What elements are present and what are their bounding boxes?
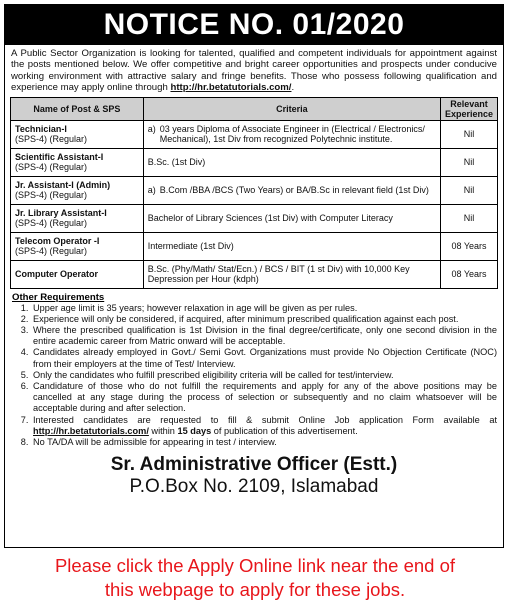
experience-cell: 08 Years — [441, 260, 498, 288]
header-post: Name of Post & SPS — [11, 97, 144, 120]
criteria-prefix: a) — [147, 124, 156, 135]
header-criteria: Criteria — [143, 97, 440, 120]
deadline-days: 15 days — [177, 425, 212, 436]
post-title: Telecom Operator -I — [15, 236, 100, 247]
officer-title: Sr. Administrative Officer (Estt.) — [110, 454, 398, 476]
post-title: Technician-I — [15, 124, 67, 135]
post-title: Jr. Assistant-I (Admin) — [15, 180, 111, 191]
jobs-table — [10, 97, 498, 289]
list-item — [31, 415, 497, 437]
apply-message-line-1: Please click the Apply Online link near the end of — [54, 555, 456, 576]
criteria-prefix: a) — [147, 185, 156, 196]
experience-cell: 08 Years — [441, 232, 498, 260]
criteria-cell — [143, 176, 440, 204]
post-sps: (SPS-4) (Regular) — [15, 134, 88, 145]
list-item: 6. Candidature of those who do not fulfill the requirements and apply for any of the above positions may be cancelled at any stage during the process of selection or subsequently and no claim whatsoever will be acceptable during and after selection. — [31, 381, 497, 415]
notice-advertisement — [4, 4, 504, 548]
application-form-link[interactable]: http://hr.betatutorials.com/ — [33, 425, 149, 436]
experience-cell: Nil — [441, 176, 498, 204]
intro-paragraph — [5, 45, 503, 94]
table-row — [11, 176, 498, 204]
post-cell — [11, 260, 144, 288]
list-item: 8. No TA/DA will be admissible for appearing in test / interview. — [31, 437, 497, 448]
post-sps: (SPS-4) (Regular) — [15, 218, 88, 229]
table-row — [11, 232, 498, 260]
apply-online-message — [0, 554, 510, 602]
intro-text: A Public Sector Organization is looking for talented, qualified and competent individuals for appointment against the posts mentioned below. We offer competitive and bright career opportunities and prospects under conducive working environment with attractive salary and fringe benefits. Those who possess following qualification and experience may apply online through — [11, 48, 497, 94]
list-item: 1. Upper age limit is 35 years; however relaxation in age will be given as per rules. — [31, 303, 497, 314]
apply-message-line-2: this webpage to apply for these jobs. — [104, 579, 406, 600]
post-sps: (SPS-4) (Regular) — [15, 162, 88, 173]
requirements-list — [5, 303, 503, 449]
criteria-cell — [143, 120, 440, 148]
postal-address: P.O.Box No. 2109, Islamabad — [129, 476, 379, 498]
post-sps: (SPS-4) (Regular) — [15, 190, 88, 201]
criteria-cell: B.Sc. (1st Div) — [143, 148, 440, 176]
table-header-row — [11, 97, 498, 120]
criteria-cell: Intermediate (1st Div) — [143, 232, 440, 260]
intro-end: . — [291, 82, 295, 94]
apply-after: of publication of this advertisement. — [211, 425, 358, 436]
table-row — [11, 120, 498, 148]
experience-cell: Nil — [441, 120, 498, 148]
criteria-cell: Bachelor of Library Sciences (1st Div) with Computer Literacy — [143, 204, 440, 232]
list-item: 4. Candidates already employed in Govt./ Semi Govt. Organizations must provide No Objection Certificate (NOC) from their employers at the time of Test/ Interview. — [31, 347, 497, 369]
criteria-cell: B.Sc. (Phy/Math/ Stat/Ecn.) / BCS / BIT (1 st Div) with 10,000 Key Depression per Hour (kdph) — [143, 260, 440, 288]
apply-instruction: Interested candidates are requested to fill & submit Online Job application Form available at — [33, 414, 497, 425]
criteria-text: B.Com /BBA /BCS (Two Years) or BA/B.Sc in relevant field (1st Div) — [159, 185, 429, 196]
list-item: 5. Only the candidates who fulfill prescribed eligibility criteria will be called for test/interview. — [31, 370, 497, 381]
post-title: Jr. Library Assistant-I — [15, 208, 107, 219]
experience-cell: Nil — [441, 148, 498, 176]
post-cell — [11, 204, 144, 232]
post-cell — [11, 120, 144, 148]
post-cell — [11, 232, 144, 260]
criteria-text: 03 years Diploma of Associate Engineer in (Electrical / Electronics/ Mechanical), 1st Div from recognized Polytechnic institute. — [159, 124, 425, 145]
apply-within: within — [148, 425, 178, 436]
post-cell — [11, 176, 144, 204]
post-title: Computer Operator — [15, 269, 99, 280]
intro-website-link[interactable]: http://hr.betatutorials.com/ — [170, 82, 292, 94]
post-cell — [11, 148, 144, 176]
table-row — [11, 204, 498, 232]
table-row — [11, 260, 498, 288]
table-row — [11, 148, 498, 176]
post-sps: (SPS-4) (Regular) — [15, 246, 88, 257]
notice-title: NOTICE NO. 01/2020 — [5, 5, 503, 45]
list-item: 2. Experience will only be considered, if acquired, after minimum prescribed qualification against each post. — [31, 314, 497, 325]
list-item: 3. Where the prescribed qualification is 1st Division in the final degree/certificate, only one second division in the entire academic career from Matric onward will be acceptable. — [31, 325, 497, 347]
experience-cell: Nil — [441, 204, 498, 232]
header-experience: Relevant Experience — [441, 97, 498, 120]
requirements-heading: Other Requirements — [12, 291, 105, 303]
post-title: Scientific Assistant-I — [15, 152, 104, 163]
